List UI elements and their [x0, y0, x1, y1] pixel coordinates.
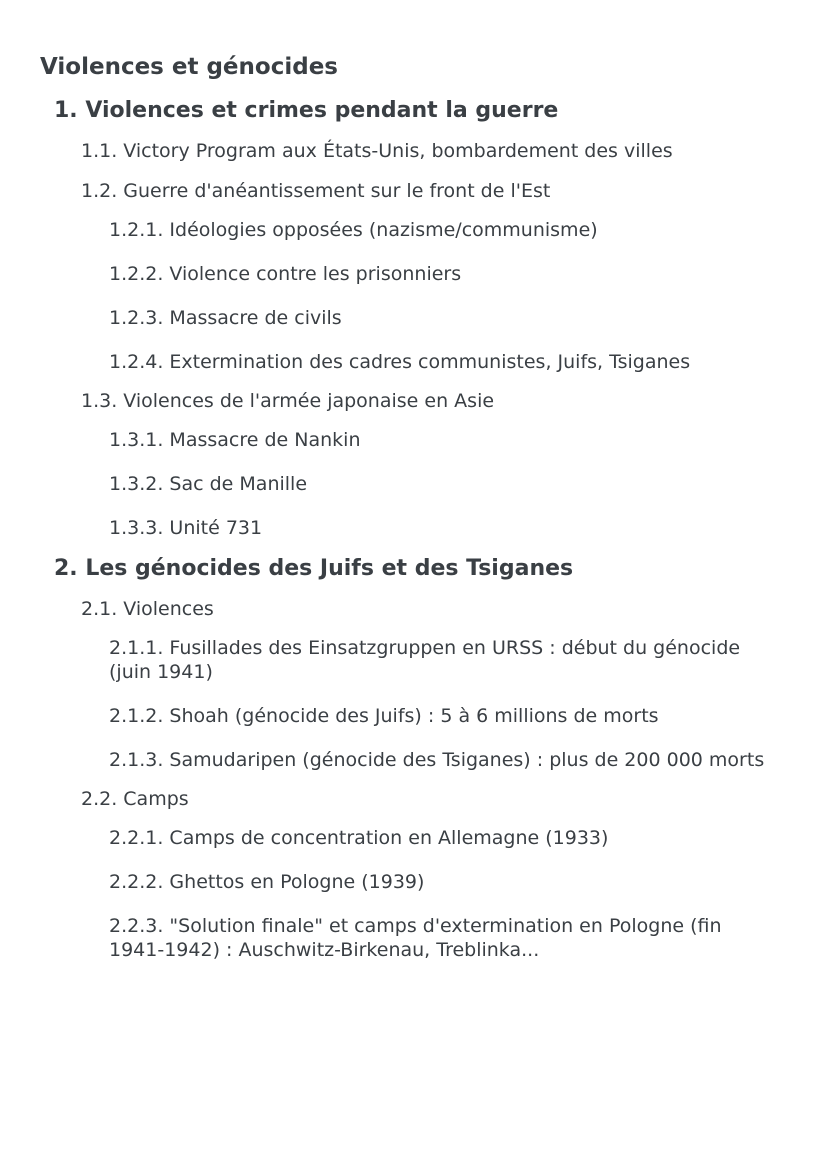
outline-item: 2.1.2. Shoah (génocide des Juifs) : 5 à 6 millions de morts	[109, 705, 659, 727]
outline-item: 2.1.1. Fusillades des Einsatzgruppen en URSS : début du génocide (juin 1941)	[109, 637, 741, 683]
outline-item: 2.2.2. Ghettos en Pologne (1939)	[109, 871, 425, 893]
outline-item: 1.2.4. Extermination des cadres communistes, Juifs, Tsiganes	[109, 351, 691, 373]
outline-item: 1.2.2. Violence contre les prisonniers	[109, 263, 462, 285]
section-2	[40, 554, 788, 962]
outline-item: 2.2.3. "Solution finale" et camps d'extermination en Pologne (fin 1941-1942) : Auschwitz-Birkenau, Treblinka...	[109, 915, 722, 961]
subsection-title: 2.1. Violences	[81, 598, 214, 620]
subsection-title: 1.3. Violences de l'armée japonaise en Asie	[81, 390, 495, 412]
subsection-2-2	[40, 786, 788, 962]
outline-item: 2.2.1. Camps de concentration en Allemagne (1933)	[109, 827, 609, 849]
outline-item: 1.3.2. Sac de Manille	[109, 473, 308, 495]
outline-item: 1.3.1. Massacre de Nankin	[109, 429, 361, 451]
subsection-1-1	[40, 138, 788, 164]
outline-item: 1.2.3. Massacre de civils	[109, 307, 342, 329]
subsection-title: 1.1. Victory Program aux États-Unis, bombardement des villes	[81, 140, 673, 162]
section-title: 1. Violences et crimes pendant la guerre	[54, 98, 559, 123]
subsection-title: 1.2. Guerre d'anéantissement sur le front de l'Est	[81, 180, 551, 202]
outline-item: 2.1.3. Samudaripen (génocide des Tsiganes) : plus de 200 000 morts	[109, 749, 765, 771]
subsection-1-2	[40, 178, 788, 374]
subsection-1-3	[40, 388, 788, 540]
section-title: 2. Les génocides des Juifs et des Tsiganes	[54, 556, 574, 581]
outline-item: 1.3.3. Unité 731	[109, 517, 263, 539]
subsection-title: 2.2. Camps	[81, 788, 189, 810]
section-1	[40, 96, 788, 540]
outline-item: 1.2.1. Idéologies opposées (nazisme/communisme)	[109, 219, 598, 241]
document-title: Violences et génocides	[40, 54, 338, 80]
subsection-2-1	[40, 596, 788, 772]
